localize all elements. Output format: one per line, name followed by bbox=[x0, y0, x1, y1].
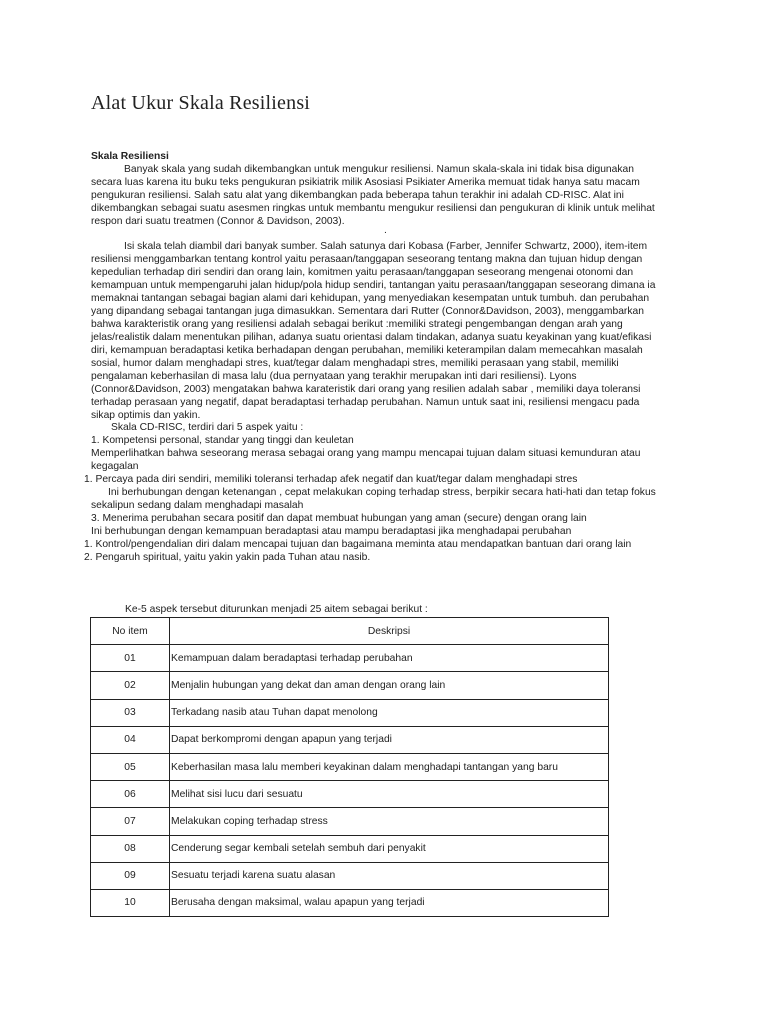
paragraph-line: Isi skala telah diambil dari banyak sumber. Salah satunya dari Kobasa (Farber, Jennifer Schwartz, 2000), item-item bbox=[124, 241, 648, 252]
item-description: Melihat sisi lucu dari sesuatu bbox=[170, 781, 609, 808]
aspect-description: kegagalan bbox=[91, 461, 139, 472]
paragraph-line: bahwa karakteristik orang yang resiliensi adalah sebagai berikut :memiliki strategi pengembangan dengan arah yang bbox=[91, 319, 623, 330]
paragraph-line: dikembangkan sebagai suatu asesmen ringkas untuk membantu mengukur resiliensi dan pengukuran di klinik untuk melihat bbox=[91, 203, 655, 214]
aspect-item: 3. Menerima perubahan secara positif dan dapat membuat hubungan yang aman (secure) dengan orang lain bbox=[91, 513, 587, 524]
aspect-item: 1. Kompetensi personal, standar yang tinggi dan keuletan bbox=[91, 435, 354, 446]
item-number: 02 bbox=[91, 672, 170, 699]
paragraph-line: terhadap perasaan yang negatif, dapat beradaptasi terhadap perubahan. Namun untuk saat ini, resiliensi mengacu pada bbox=[91, 397, 640, 408]
paragraph-line: respon dari suatu treatmen (Connor & Davidson, 2003). bbox=[91, 216, 345, 227]
separator-dot: . bbox=[384, 225, 387, 236]
item-description: Kemampuan dalam beradaptasi terhadap perubahan bbox=[170, 645, 609, 672]
paragraph-line: secara luas karena itu buku teks pengukuran psikiatrik milik Asosiasi Psikiater Amerika memuat tidak hanya satu macam bbox=[91, 177, 640, 188]
item-description: Sesuatu terjadi karena suatu alasan bbox=[170, 862, 609, 889]
aspect-item: 1. Percaya pada diri sendiri, memiliki toleransi terhadap afek negatif dan kuat/tegar dalam menghadapi stres bbox=[84, 474, 578, 485]
item-number: 07 bbox=[91, 808, 170, 835]
paragraph-line: diri, kemampuan beradaptasi ketika berhadapan dengan perubahan, memiliki keterampilan dalam memecahkan masalah bbox=[91, 345, 643, 356]
table-header-row bbox=[91, 618, 609, 645]
aspect-description: Memperlihatkan bahwa seseorang merasa sebagai orang yang mampu mencapai tujuan dalam situasi kemunduran atau bbox=[91, 448, 641, 459]
aspect-item: 1. Kontrol/pengendalian diri dalam mencapai tujuan dan bagaimana meminta atau mendapatkan bantuan dari orang lain bbox=[84, 539, 632, 550]
item-description: Keberhasilan masa lalu memberi keyakinan dalam menghadapi tantangan yang baru bbox=[170, 753, 609, 780]
table-row bbox=[91, 835, 609, 862]
item-description: Melakukan coping terhadap stress bbox=[170, 808, 609, 835]
aspect-item: 2. Pengaruh spiritual, yaitu yakin yakin pada Tuhan atau nasib. bbox=[84, 552, 371, 563]
aitem-table bbox=[90, 617, 609, 917]
item-number: 05 bbox=[91, 753, 170, 780]
aspect-description: Ini berhubungan dengan ketenangan , cepat melakukan coping terhadap stress, berpikir secara hati-hati dan tetap fokus bbox=[108, 487, 656, 498]
paragraph-line: pengalaman keberhasilan di masa lalu (dua pernyataan yang terakhir merupakan inti dari resiliensi). Lyons bbox=[91, 371, 577, 382]
table-row bbox=[91, 781, 609, 808]
table-row bbox=[91, 808, 609, 835]
item-number: 01 bbox=[91, 645, 170, 672]
table-row bbox=[91, 889, 609, 916]
item-number: 06 bbox=[91, 781, 170, 808]
aspect-intro: Skala CD-RISC, terdiri dari 5 aspek yaitu : bbox=[111, 422, 304, 433]
paragraph-line: (Connor&Davidson, 2003) mengatakan bahwa karateristik dari orang yang resilien adalah sabar , memiliki daya toleransi bbox=[91, 384, 641, 395]
table-row bbox=[91, 862, 609, 889]
table-row bbox=[91, 699, 609, 726]
table-row bbox=[91, 753, 609, 780]
paragraph-line: jelas/realistik dalam menentukan pilihan, adanya suatu orientasi dalam tindakan, adanya suatu keyakinan yang kuat/efikasi bbox=[91, 332, 652, 343]
paragraph-line: Banyak skala yang sudah dikembangkan untuk mengukur resiliensi. Namun skala-skala ini tidak bisa digunakan bbox=[124, 164, 634, 175]
paragraph-line: kepedulian terhadap diri sendiri dan orang lain, komitmen yaitu perasaan/tanggapan seseorang mengenai otonomi dan bbox=[91, 267, 634, 278]
table-row bbox=[91, 672, 609, 699]
item-description: Terkadang nasib atau Tuhan dapat menolong bbox=[170, 699, 609, 726]
column-header-deskripsi: Deskripsi bbox=[170, 618, 609, 645]
paragraph-line: sikap optimis dan yakin. bbox=[91, 410, 201, 421]
paragraph-line: sosial, humor dalam menghadapi stres, kuat/tegar dalam menghadapi stres, memiliki perasaan yang stabil, memiliki bbox=[91, 358, 619, 369]
item-description: Dapat berkompromi dengan apapun yang terjadi bbox=[170, 726, 609, 753]
paragraph-line: memaknai tantangan sebagai bagian alami dari kehidupan, yang menyediakan kesempatan untuk tumbuh. dan perubahan bbox=[91, 293, 650, 304]
paragraph-line: yang dipandang sebagai tantangan juga dimasukkan. Sementara dari Rutter (Connor&Davidson, 2003), menggambarkan bbox=[91, 306, 644, 317]
paragraph-line: kemampuan untuk mempengaruhi jalan hidup/pola hidup sendiri, tantangan yaitu perasaan/tanggapan seseorang dimana ia bbox=[91, 280, 656, 291]
paragraph-line: resiliensi menggambarkan tentang kontrol yaitu perasaan/tanggapan seseorang tentang makna dan tujuan hidup dengan bbox=[91, 254, 643, 265]
item-description: Berusaha dengan maksimal, walau apapun yang terjadi bbox=[170, 889, 609, 916]
section-heading: Skala Resiliensi bbox=[91, 151, 169, 162]
item-description: Cenderung segar kembali setelah sembuh dari penyakit bbox=[170, 835, 609, 862]
paragraph-line: pengukuran resiliensi. Salah satu alat yang dikembangkan pada beberapa tahun terakhir ini adalah CD-RISC. Alat ini bbox=[91, 190, 624, 201]
page-title: Alat Ukur Skala Resiliensi bbox=[91, 92, 311, 114]
item-number: 09 bbox=[91, 862, 170, 889]
table-caption: Ke-5 aspek tersebut diturunkan menjadi 25 aitem sebagai berikut : bbox=[125, 604, 428, 615]
item-number: 08 bbox=[91, 835, 170, 862]
item-number: 03 bbox=[91, 699, 170, 726]
aspect-description: sekalipun sedang dalam menghadapi masalah bbox=[91, 500, 304, 511]
item-number: 10 bbox=[91, 889, 170, 916]
table-row bbox=[91, 645, 609, 672]
table-row bbox=[91, 726, 609, 753]
item-number: 04 bbox=[91, 726, 170, 753]
column-header-no-item: No item bbox=[91, 618, 170, 645]
item-description: Menjalin hubungan yang dekat dan aman dengan orang lain bbox=[170, 672, 609, 699]
aspect-description: Ini berhubungan dengan kemampuan beradaptasi atau mampu beradaptasi jika menghadapai perubahan bbox=[91, 526, 572, 537]
